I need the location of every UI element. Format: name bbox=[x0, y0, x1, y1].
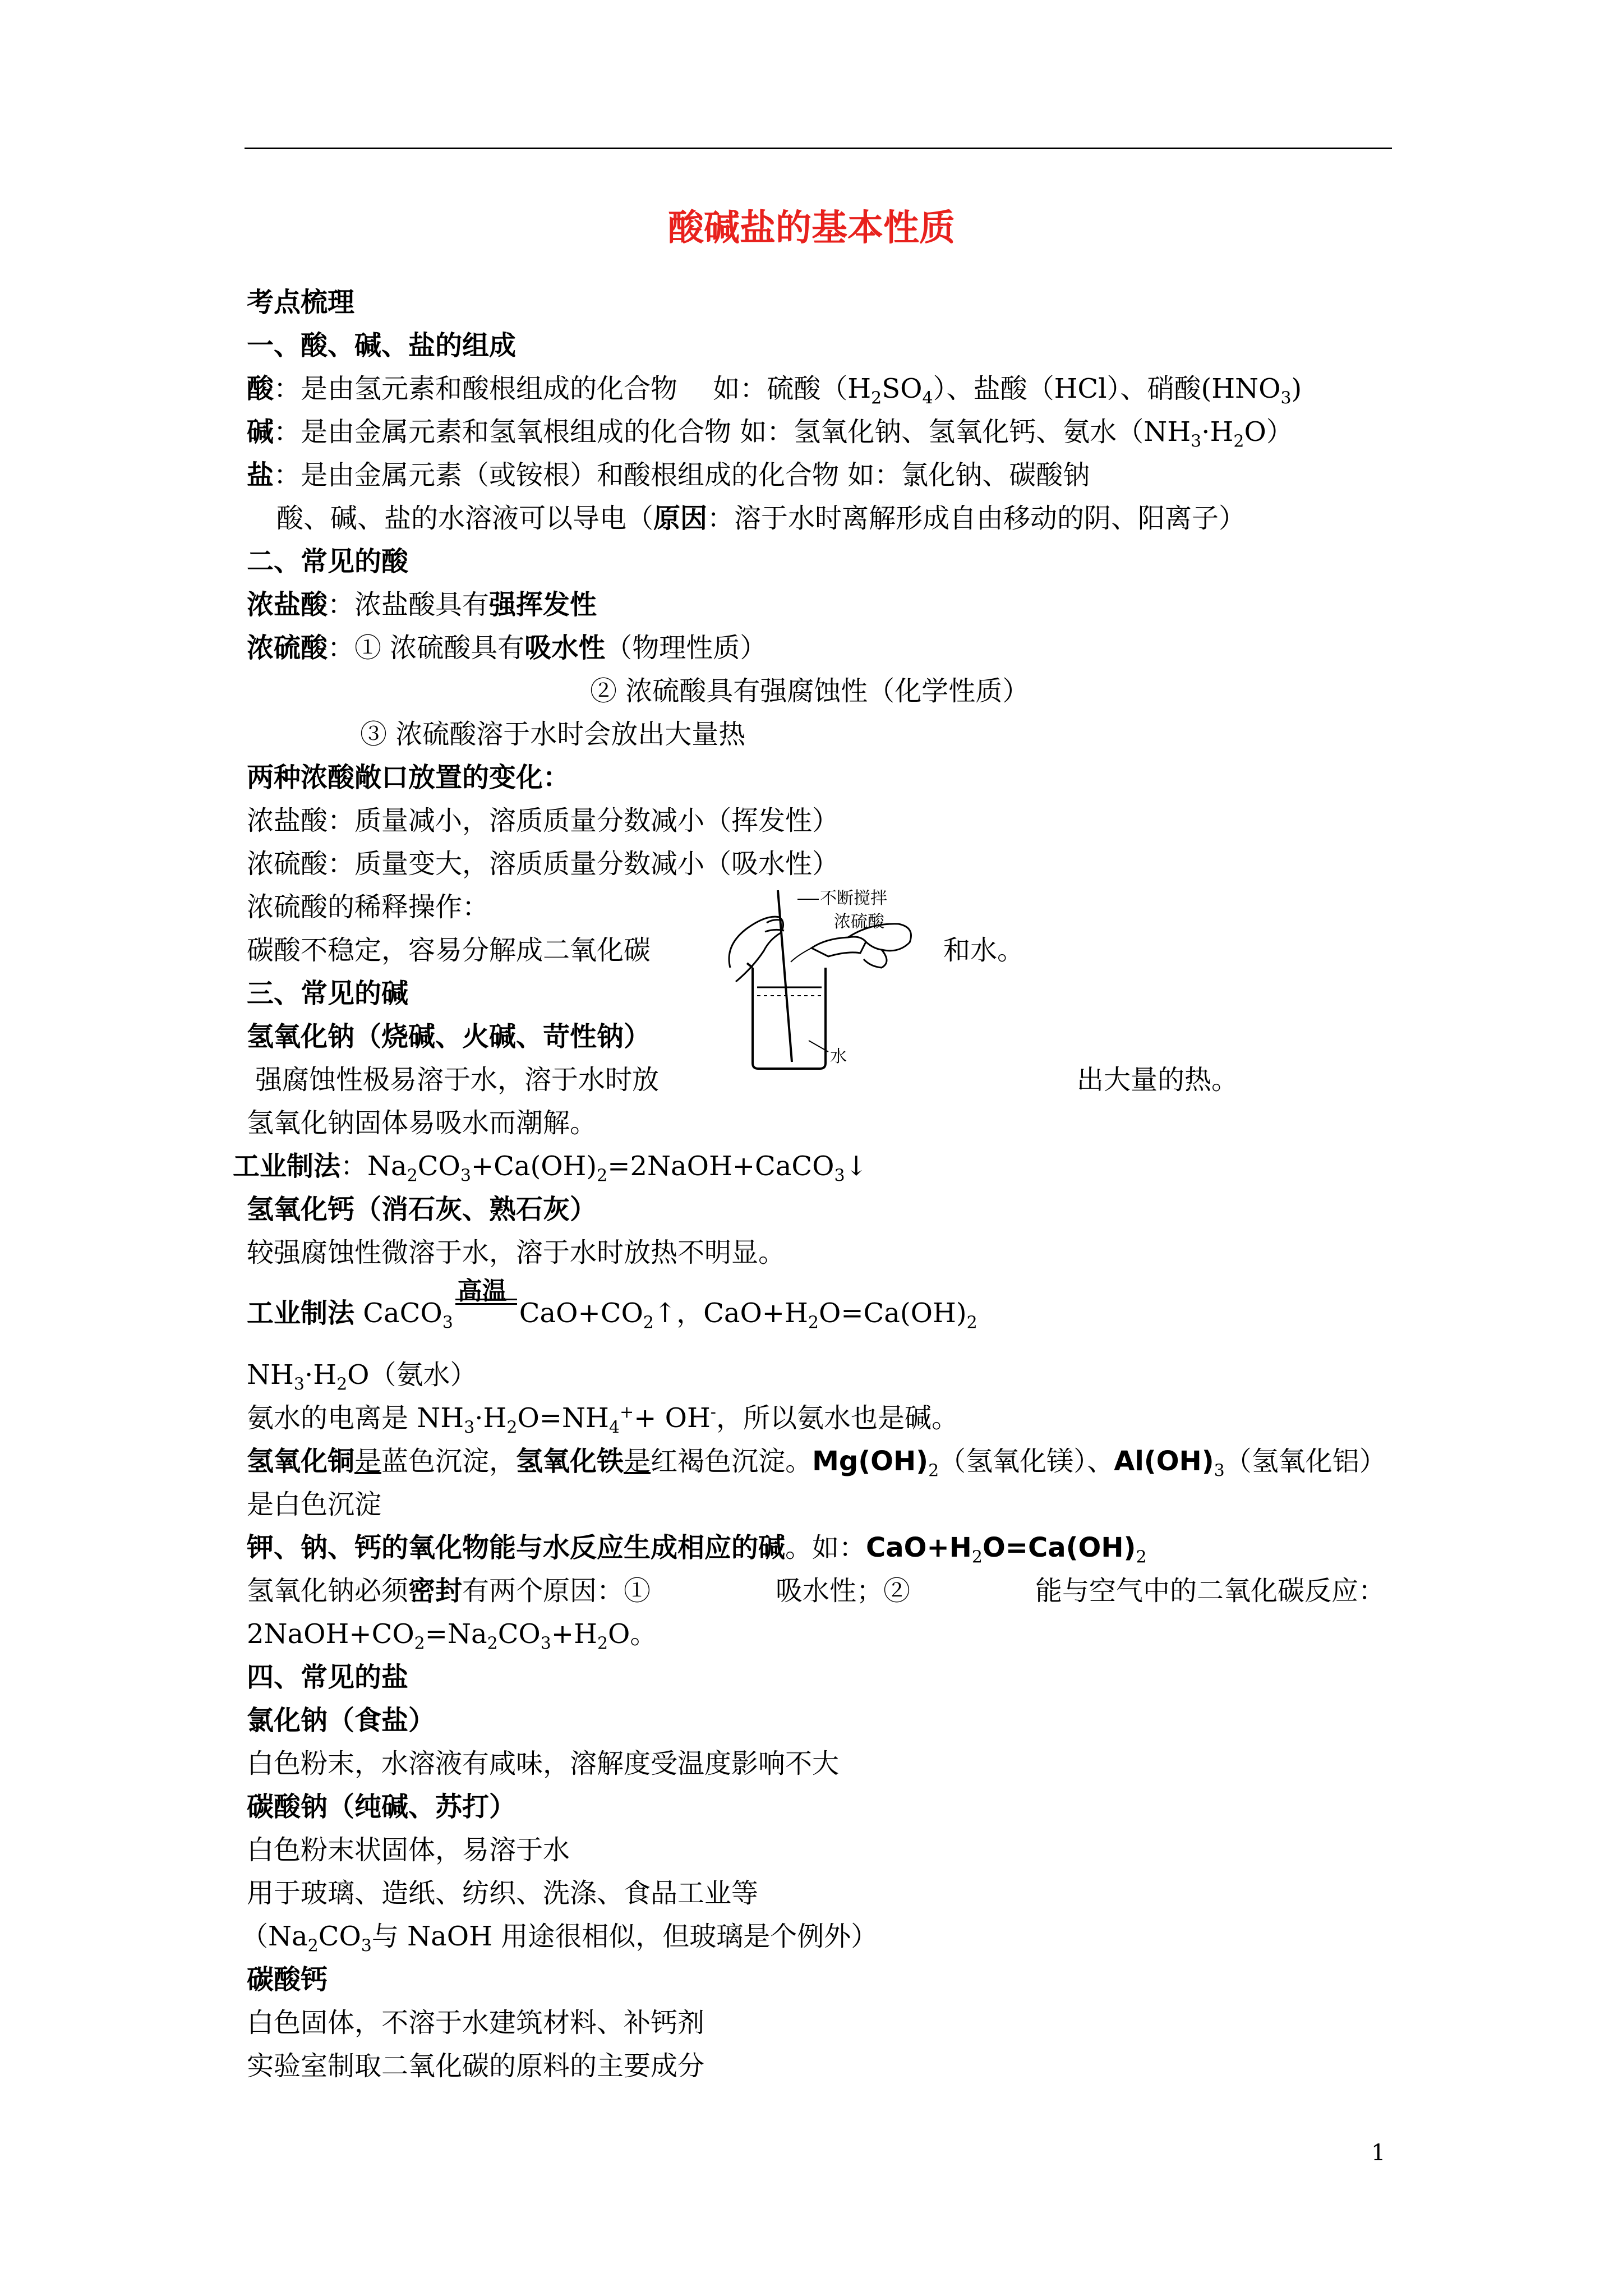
text-line: 浓硫酸的稀释操作： bbox=[247, 891, 490, 923]
text-line: 浓盐酸：浓盐酸具有强挥发性 bbox=[247, 589, 597, 620]
text-line: 工业制法 CaCO$_3$ 高温 $CaO+CO_2↑$，$CaO+H_2O=Ca(OH)_2$ bbox=[247, 1277, 978, 1333]
subheading: 氢氧化钠（烧碱、火碱、苛性钠） bbox=[247, 1021, 651, 1052]
text-line: 钾、钠、钙的氧化物能与水反应生成相应的碱。如：$CaO+H_2O=Ca(OH)_2$ bbox=[247, 1532, 1147, 1567]
text-fragment: 氢氧化钠必须密封有两个原因：① bbox=[247, 1575, 651, 1607]
header-rule bbox=[245, 148, 1392, 149]
text-line: 白色粉末状固体，易溶于水 bbox=[247, 1834, 570, 1866]
section-heading: 三、常见的碱 bbox=[247, 978, 409, 1009]
section-heading: 四、常见的盐 bbox=[247, 1662, 409, 1693]
glass-rod bbox=[778, 890, 792, 1062]
text-line: $NH_3\cdot H_2O$（氨水） bbox=[247, 1359, 477, 1395]
text-line: 氢氧化铜是蓝色沉淀，氢氧化铁是红褐色沉淀。$Mg(OH)_2$（氢氧化镁）、$Al(OH)_3$（氢氧化铝） bbox=[247, 1446, 1386, 1481]
text-line: 氨水的电离是 $NH_3\cdot H_2O=NH_4^++ OH^-$，所以氨水也是碱。 bbox=[247, 1402, 958, 1438]
text-line: 是白色沉淀 bbox=[247, 1489, 382, 1520]
subheading: 两种浓酸敞口放置的变化： bbox=[247, 762, 570, 793]
text-line: 白色固体，不溶于水建筑材料、补钙剂 bbox=[247, 2007, 705, 2039]
text-line: 盐：是由金属元素（或铵根）和酸根组成的化合物 如：氯化钠、碳酸钠 bbox=[247, 459, 1090, 491]
text-line: 强腐蚀性极易溶于水，溶于水时放 bbox=[255, 1064, 660, 1096]
text-line: 工业制法：$Na_2CO_3+Ca(OH)_2=2NaOH+CaCO_3↓$ bbox=[233, 1151, 868, 1186]
text-line: 碱：是由金属元素和氢氧根组成的化合物 如：氢氧化钠、氢氧化钙、氨水$(NH_3\cdot H_2O)$ bbox=[247, 416, 1293, 452]
subheading: 碳酸钙 bbox=[247, 1964, 328, 1995]
text-line: 和水。 bbox=[943, 935, 1025, 966]
text-line: 用于玻璃、造纸、纺织、洗涤、食品工业等 bbox=[247, 1878, 759, 1909]
text-fragment: 吸水性；② bbox=[776, 1575, 911, 1607]
text-line: 浓硫酸：① 浓硫酸具有吸水性（物理性质） bbox=[247, 632, 767, 664]
text-line: ② 浓硫酸具有强腐蚀性（化学性质） bbox=[590, 675, 1030, 707]
text-line: $2NaOH+CO_2=Na_2CO_3+H_2O$。 bbox=[247, 1618, 657, 1654]
text-line: ③ 浓硫酸溶于水时会放出大量热 bbox=[360, 719, 746, 750]
text-line: 酸、碱、盐的水溶液可以导电（原因：溶于水时离解形成自由移动的阴、阳离子） bbox=[276, 503, 1246, 534]
dilution-figure bbox=[713, 884, 921, 1074]
text-line: 浓硫酸：质量变大，溶质质量分数减小（吸水性） bbox=[247, 848, 840, 880]
text-line: 较强腐蚀性微溶于水，溶于水时放热不明显。 bbox=[247, 1237, 786, 1268]
text-fragment: 能与空气中的二氧化碳反应： bbox=[1035, 1575, 1385, 1607]
section-heading: 考点梳理 bbox=[247, 287, 355, 318]
text-line: 出大量的热。 bbox=[1077, 1064, 1239, 1096]
label-stir: 不断搅拌 bbox=[820, 889, 887, 908]
subheading: 氢氧化钙（消石灰、熟石灰） bbox=[247, 1194, 597, 1225]
page-number: 1 bbox=[1371, 2140, 1386, 2166]
hand-left bbox=[729, 917, 783, 982]
label-water: 水 bbox=[830, 1047, 847, 1066]
text-line: 浓盐酸：质量减小，溶质质量分数减小（挥发性） bbox=[247, 805, 840, 836]
text-line: 氢氧化钠固体易吸水而潮解。 bbox=[247, 1107, 597, 1139]
page-title: 酸碱盐的基本性质 bbox=[668, 208, 955, 249]
text-line: 酸：是由氢元素和酸根组成的化合物 如：硫酸$(H_2SO_4)$、盐酸（HCl）、硝酸$(HNO_3)$ bbox=[247, 373, 1302, 408]
text-line: 白色粉末，水溶液有咸味，溶解度受温度影响不大 bbox=[247, 1748, 840, 1779]
subheading: 氯化钠（食盐） bbox=[247, 1705, 436, 1736]
text-line-justified bbox=[247, 1573, 1385, 1608]
section-heading: 二、常见的酸 bbox=[247, 546, 409, 577]
subheading: 碳酸钠（纯碱、苏打） bbox=[247, 1791, 517, 1823]
acid-bottle bbox=[811, 937, 866, 956]
text-line: （$Na_2CO_3$与 NaOH 用途很相似，但玻璃是个例外） bbox=[241, 1921, 878, 1956]
label-acid: 浓硫酸 bbox=[834, 912, 884, 932]
section-heading: 一、酸、碱、盐的组成 bbox=[247, 330, 517, 361]
text-line: 碳酸不稳定，容易分解成二氧化碳 bbox=[247, 935, 651, 966]
text-line: 实验室制取二氧化碳的原料的主要成分 bbox=[247, 2050, 705, 2082]
